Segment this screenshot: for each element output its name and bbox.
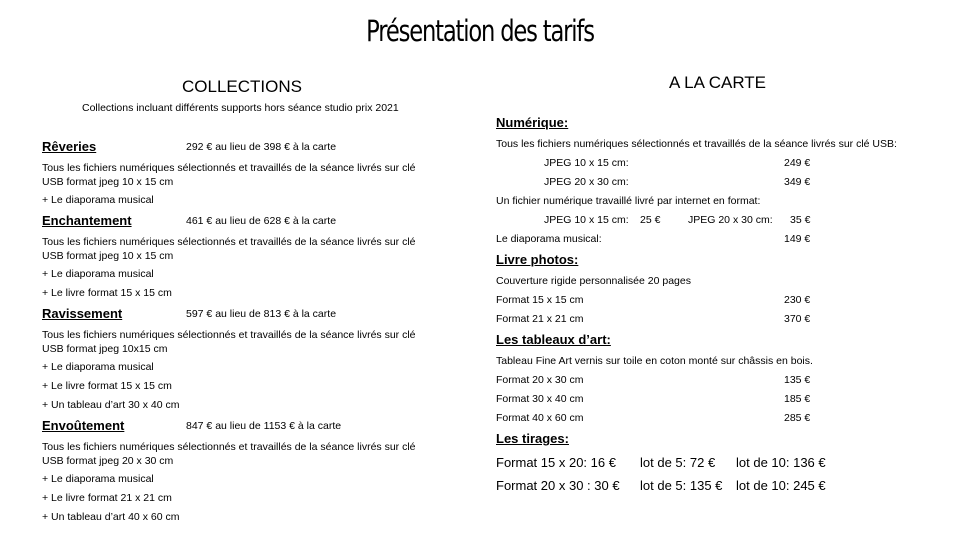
collection-price: 847 € au lieu de 1153 € à la carte <box>186 420 342 432</box>
price-value: 25 € <box>640 214 661 226</box>
tirage-format: Format 20 x 30 : 30 € <box>496 478 620 493</box>
carte-heading: A LA CARTE <box>669 73 767 92</box>
collection-extra: + Le livre format 21 x 21 cm <box>42 492 172 504</box>
price-value: 285 € <box>784 412 811 424</box>
collection-name: Rêveries <box>42 139 97 154</box>
collection-name: Envoûtement <box>42 418 125 433</box>
collections-heading: COLLECTIONS <box>182 77 302 96</box>
tirage-lot5: lot de 5: 135 € <box>640 478 723 493</box>
price-label: Format 30 x 40 cm <box>496 393 584 405</box>
page-title: Présentation des tarifs <box>366 14 594 48</box>
collection-extra: + Un tableau d’art 40 x 60 cm <box>42 511 180 523</box>
section-title-livre: Livre photos: <box>496 252 579 267</box>
price-value: 349 € <box>784 176 811 188</box>
section-title-tirages: Les tirages: <box>496 431 569 446</box>
collection-extra: + Le livre format 15 x 15 cm <box>42 380 172 392</box>
collection-description: Tous les fichiers numériques sélectionnés et travaillés de la séance livrés sur clé USB format jpeg 20 x 30 cm <box>42 441 416 467</box>
price-label: Format 21 x 21 cm <box>496 313 584 325</box>
collection-description: Tous les fichiers numériques sélectionnés et travaillés de la séance livrés sur clé USB format jpeg 10 x 15 cm <box>42 236 416 262</box>
collection-name: Ravissement <box>42 306 123 321</box>
price-value: 149 € <box>784 233 811 245</box>
collection-name: Enchantement <box>42 213 132 228</box>
price-value: 249 € <box>784 157 811 169</box>
price-value: 35 € <box>790 214 811 226</box>
price-label: JPEG 10 x 15 cm: <box>544 157 629 169</box>
numerique-internet: Un fichier numérique travaillé livré par internet en format: <box>496 195 761 207</box>
collection-extra: + Le diaporama musical <box>42 194 154 206</box>
livre-intro: Couverture rigide personnalisée 20 pages <box>496 275 691 287</box>
collection-extra: + Le diaporama musical <box>42 473 154 485</box>
tirage-lot10: lot de 10: 136 € <box>736 455 826 470</box>
price-label: Le diaporama musical: <box>496 233 602 245</box>
collection-price: 292 € au lieu de 398 € à la carte <box>186 141 337 153</box>
collection-extra: + Un tableau d’art 30 x 40 cm <box>42 399 180 411</box>
collection-extra: + Le livre format 15 x 15 cm <box>42 287 172 299</box>
collection-extra: + Le diaporama musical <box>42 361 154 373</box>
collection-description: Tous les fichiers numériques sélectionnés et travaillés de la séance livrés sur clé USB format jpeg 10x15 cm <box>42 329 416 355</box>
price-value: 185 € <box>784 393 811 405</box>
price-label: Format 20 x 30 cm <box>496 374 584 386</box>
collection-description: Tous les fichiers numériques sélectionnés et travaillés de la séance livrés sur clé USB format jpeg 10 x 15 cm <box>42 162 416 188</box>
section-title-tableaux: Les tableaux d’art: <box>496 332 611 347</box>
price-value: 230 € <box>784 294 811 306</box>
price-label: Format 40 x 60 cm <box>496 412 584 424</box>
price-value: 135 € <box>784 374 811 386</box>
price-label: JPEG 20 x 30 cm: <box>688 214 773 226</box>
collections-subtitle: Collections incluant différents supports hors séance studio prix 2021 <box>82 102 399 114</box>
tirage-format: Format 15 x 20: 16 € <box>496 455 616 470</box>
tableaux-intro: Tableau Fine Art vernis sur toile en coton monté sur châssis en bois. <box>496 355 813 367</box>
tirage-lot10: lot de 10: 245 € <box>736 478 826 493</box>
numerique-intro: Tous les fichiers numériques sélectionnés et travaillés de la séance livrés sur clé USB: <box>496 138 897 150</box>
section-title-numerique: Numérique: <box>496 115 569 130</box>
price-label: Format 15 x 15 cm <box>496 294 584 306</box>
price-label: JPEG 10 x 15 cm: <box>544 214 629 226</box>
price-label: JPEG 20 x 30 cm: <box>544 176 629 188</box>
tirage-lot5: lot de 5: 72 € <box>640 455 716 470</box>
collection-price: 461 € au lieu de 628 € à la carte <box>186 215 337 227</box>
collection-extra: + Le diaporama musical <box>42 268 154 280</box>
collection-price: 597 € au lieu de 813 € à la carte <box>186 308 337 320</box>
price-value: 370 € <box>784 313 811 325</box>
